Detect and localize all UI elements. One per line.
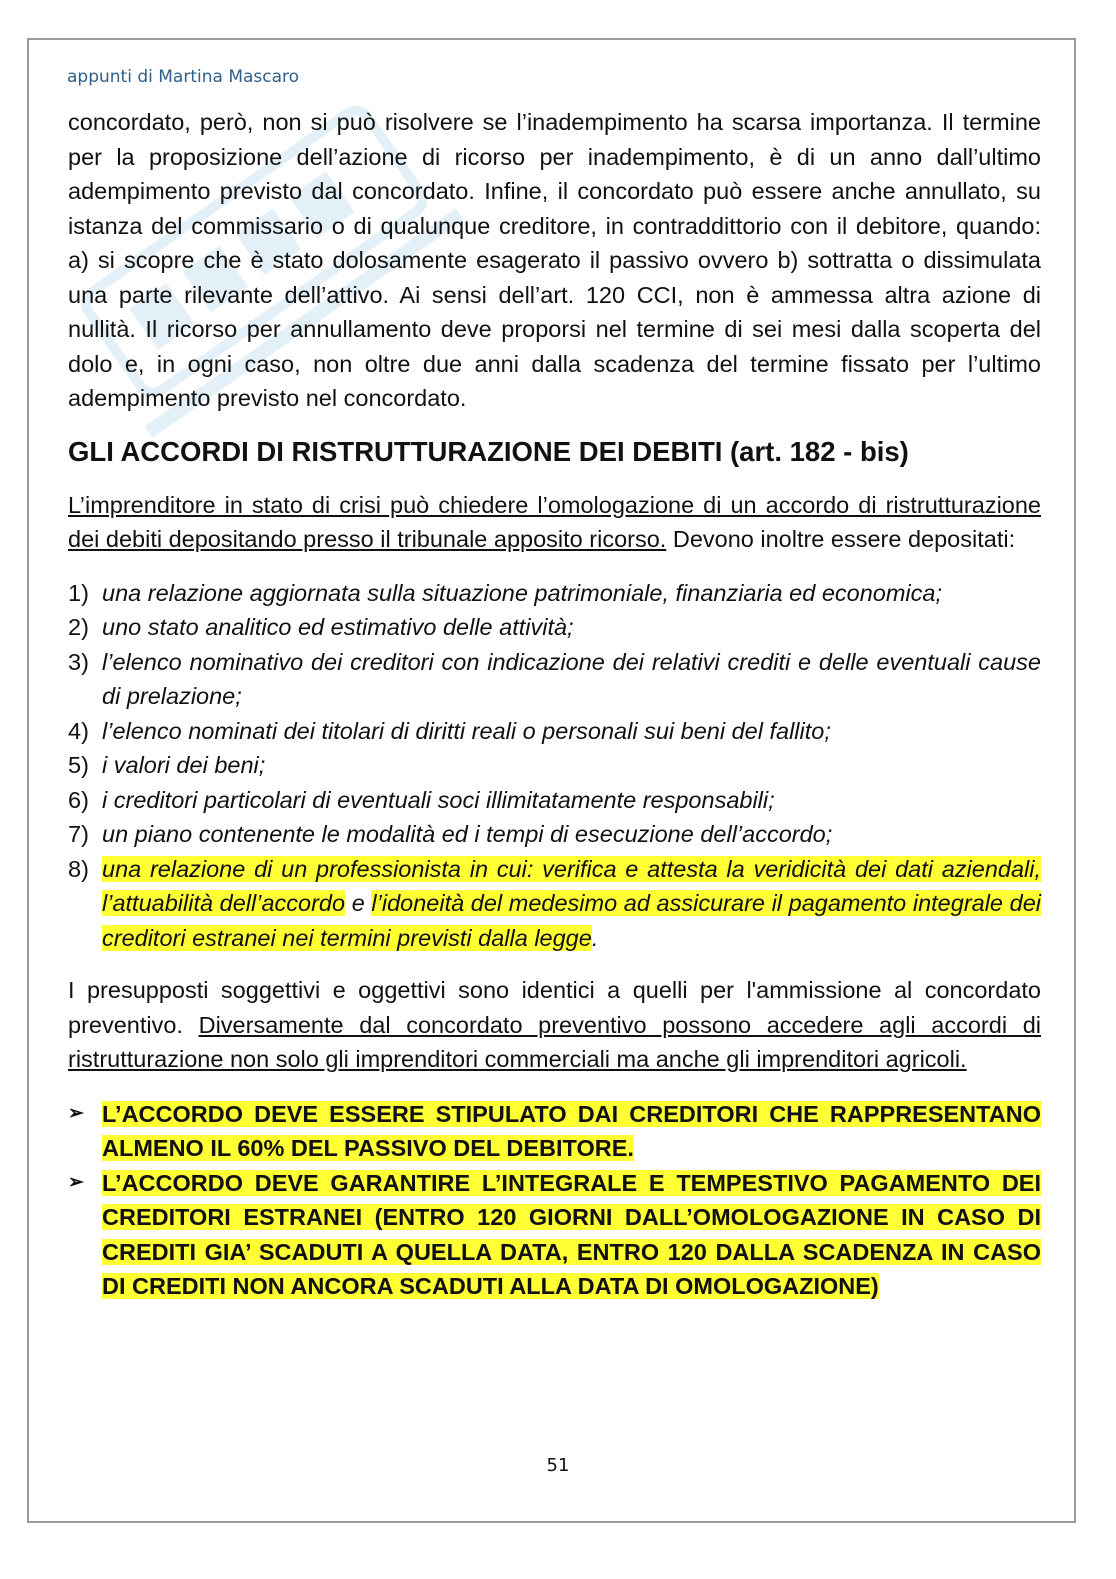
highlight: l’idoneità del medesimo ad assicurare il pagamento integrale dei creditori estranei nei termini previsti dalla legge	[102, 890, 1041, 951]
arrow-bullet-icon: ➢	[68, 1102, 84, 1124]
underlined-text: Diversamente dal concordato preventivo possono accedere agli accordi di ristrutturazione non solo gli imprenditori commerciali ma anche gli imprenditori agricoli.	[68, 1011, 1041, 1072]
page-number: 51	[546, 1455, 570, 1476]
paragraph-rest: Devono inoltre essere depositati:	[666, 526, 1016, 552]
list-item: 3) l’elenco nominativo dei creditori con indicazione dei relativi crediti e delle eventuali cause di prelazione;	[68, 648, 1041, 709]
document-body	[68, 105, 1041, 1304]
page-header: appunti di Martina Mascaro	[67, 67, 300, 87]
list-item: 2) uno stato analitico ed estimativo delle attività;	[68, 614, 574, 640]
paragraph-presupposti: I presupposti soggettivi e oggettivi sono identici a quelli per l'ammissione al concordato preventivo. Diversamente dal concordato preventivo possono accedere agli accordi di ristrutturazione non solo gli imprenditori commerciali ma anche gli imprenditori agricoli.	[68, 977, 1041, 1072]
deposit-list	[68, 576, 1041, 956]
underlined-text: L’imprenditore in stato di crisi può chiedere l’omologazione di un accordo di ristrutturazione dei debiti depositando presso il tribunale apposito ricorso.	[68, 491, 1041, 552]
section-heading: GLI ACCORDI DI RISTRUTTURAZIONE DEI DEBITI (art. 182 - bis)	[68, 435, 909, 467]
list-item: 1) una relazione aggiornata sulla situazione patrimoniale, finanziaria ed economica;	[68, 579, 942, 606]
arrow-bullet-icon: ➢	[68, 1171, 84, 1193]
key-points-list	[68, 1097, 1041, 1304]
highlight: una relazione di un professionista in cui: verifica e attesta la veridicità dei dati aziendali, l’attuabilità dell’accordo	[102, 855, 1041, 916]
list-item: 6) i creditori particolari di eventuali soci illimitatamente responsabili;	[68, 786, 775, 813]
list-item: 4) l’elenco nominati dei titolari di diritti reali o personali sui beni del fallito;	[68, 717, 831, 744]
list-item: 5) i valori dei beni;	[68, 752, 266, 778]
list-item: 7) un piano contenente le modalità ed i tempi di esecuzione dell’accordo;	[68, 821, 833, 847]
bullet-item	[68, 1166, 1041, 1304]
paragraph-concordato: concordato, però, non si può risolvere se l’inadempimento ha scarsa importanza. Il termine per la proposizione dell’azione di ricorso per inadempimento, è di un anno dall’ultimo adempimento previsto dal concordato. Infine, il concordato può essere anche annullato, su istanza del commissario o di qualunque creditore, in contraddittorio con il debitore, quando: a) si scopre che è stato dolosamente esagerato il passivo ovvero b) sottratta o dissimulata una parte rilevante dell’attivo. Ai sensi dell’art. 120 CCI, non è ammessa altra azione di nullità. Il ricorso per annullamento deve proporsi nel termine di sei mesi dalla scoperta del dolo e, in ogni caso, non oltre due anni dalla scadenza del termine fissato per l’ultimo adempimento previsto nel concordato.	[68, 109, 1041, 411]
paragraph-imprenditore	[68, 488, 1041, 557]
highlight: L’ACCORDO DEVE ESSERE STIPULATO DAI CREDITORI CHE RAPPRESENTANO ALMENO IL 60% DEL PASSIVO DEL DEBITORE.	[102, 1100, 1041, 1161]
bullet-item	[68, 1097, 1041, 1166]
highlight: L’ACCORDO DEVE GARANTIRE L’INTEGRALE E TEMPESTIVO PAGAMENTO DEI CREDITORI ESTRANEI (ENTRO 120 GIORNI DALL’OMOLOGAZIONE IN CASO DI CREDITI GIA’ SCADUTI A QUELLA DATA, ENTRO 120 DALLA SCADENZA IN CASO DI CREDITI NON ANCORA SCADUTI ALLA DATA DI OMOLOGAZIONE)	[102, 1169, 1041, 1299]
list-item-highlighted: 8) una relazione di un professionista in cui: verifica e attesta la veridicità dei dati aziendali, l’attuabilità dell’accordo e l’idoneità del medesimo ad assicurare il pagamento integrale dei creditori estranei nei termini previsti dalla legge.	[68, 855, 1041, 951]
